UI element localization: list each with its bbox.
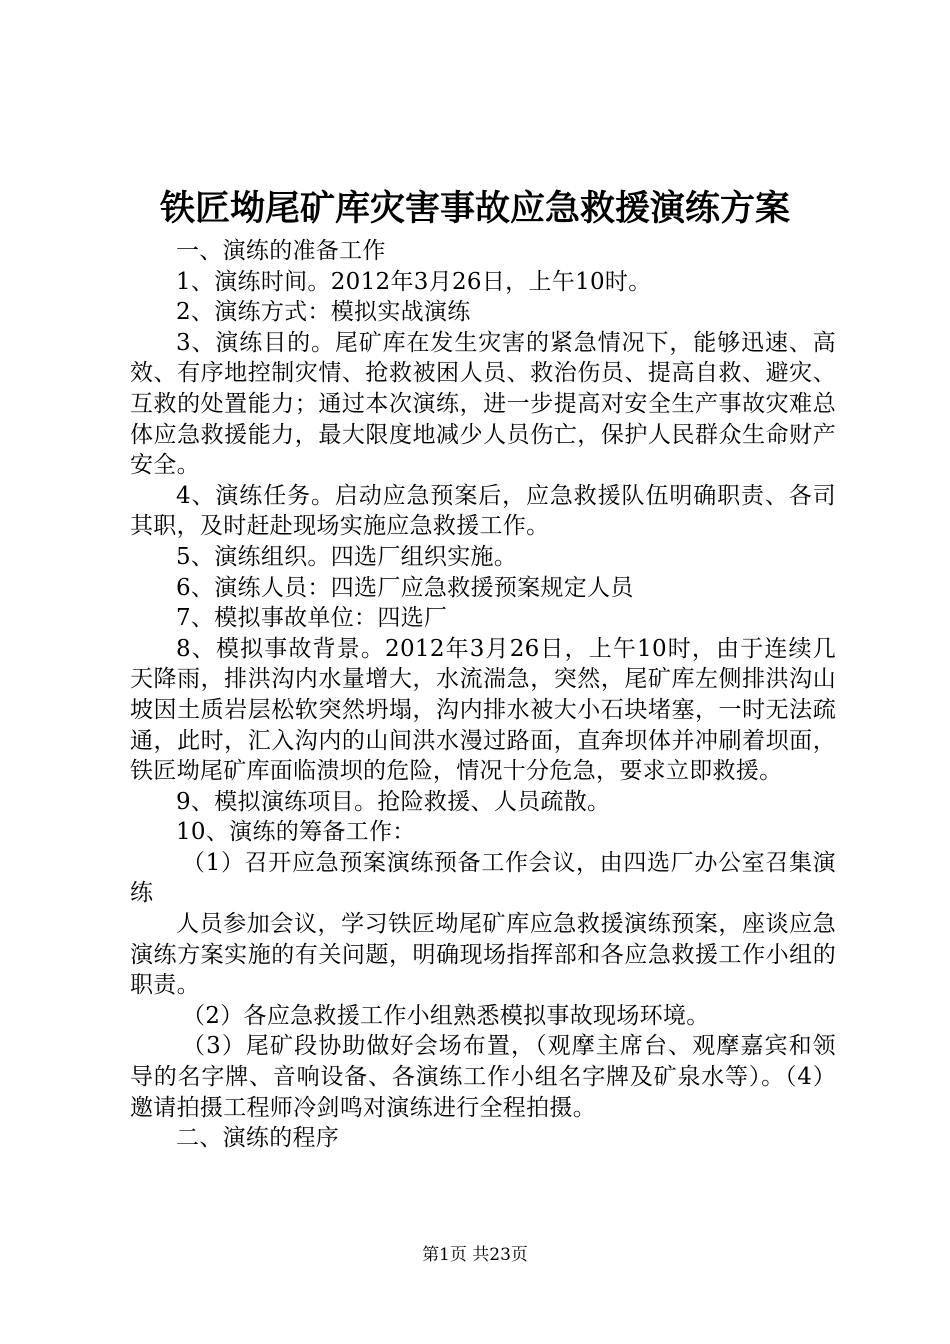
paragraph-prep-item-1: （1）召开应急预案演练预备工作会议，由四选厂办公室召集演练 [130, 849, 836, 907]
paragraph-preparation-work: 10、演练的筹备工作： [176, 819, 416, 846]
paragraph-prep-item-2: （2）各应急救援工作小组熟悉模拟事故现场环境。 [182, 1002, 710, 1029]
paragraph-drill-organization: 5、演练组织。四选厂组织实施。 [176, 543, 518, 570]
paragraph-simulated-unit: 7、模拟事故单位：四选厂 [176, 605, 448, 632]
paragraph-drill-mode: 2、演练方式：模拟实战演练 [176, 299, 471, 326]
section-heading-preparation: 一、演练的准备工作 [176, 238, 386, 264]
paragraph-drill-purpose: 3、演练目的。尾矿库在发生灾害的紧急情况下，能够迅速、高效、有序地控制灾情、抢救被困人员、救治伤员、提高自救、避灾、互救的处置能力；通过本次演练，进一步提高对安全生产事故灾难总体应急救援能力，最大限度地减少人员伤亡，保护人民群众生命财产安全。 [130, 329, 836, 479]
paragraph-drill-personnel: 6、演练人员：四选厂应急救援预案规定人员 [176, 574, 634, 601]
section-heading-procedure: 二、演练的程序 [176, 1125, 340, 1152]
document-body [130, 236, 836, 1154]
paragraph-drill-time: 1、演练时间。2012年3月26日，上午10时。 [176, 268, 652, 295]
paragraph-prep-item-3-4: （3）尾矿段协助做好会场布置，（观摩主席台、观摩嘉宾和领导的名字牌、音响设备、各演练工作小组名字牌及矿泉水等）。（4）邀请拍摄工程师冷剑鸣对演练进行全程拍摄。 [130, 1033, 836, 1121]
paragraph-simulated-background: 8、模拟事故背景。2012年3月26日，上午10时，由于连续几天降雨，排洪沟内水量增大，水流湍急，突然，尾矿库左侧排洪沟山坡因土质岩层松软突然坍塌，沟内排水被大小石块堵塞，一时无法疏通，此时，汇入沟内的山间洪水漫过路面，直奔坝体并冲刷着坝面，铁匠坳尾矿库面临溃坝的危险，情况十分危急，要求立即救援。 [130, 635, 836, 785]
page-footer: 第1页 共23页 [422, 1245, 528, 1265]
paragraph-drill-items: 9、模拟演练项目。抢险救援、人员疏散。 [176, 788, 611, 815]
paragraph-prep-item-1-continued: 人员参加会议，学习铁匠坳尾矿库应急救援演练预案，座谈应急演练方案实施的有关问题，明确现场指挥部和各应急救援工作小组的职责。 [130, 911, 836, 999]
document-title: 铁匠坳尾矿库灾害事故应急救援演练方案 [159, 188, 790, 229]
paragraph-drill-task: 4、演练任务。启动应急预案后，应急救援队伍明确职责、各司其职，及时赶赴现场实施应急救援工作。 [130, 482, 836, 540]
